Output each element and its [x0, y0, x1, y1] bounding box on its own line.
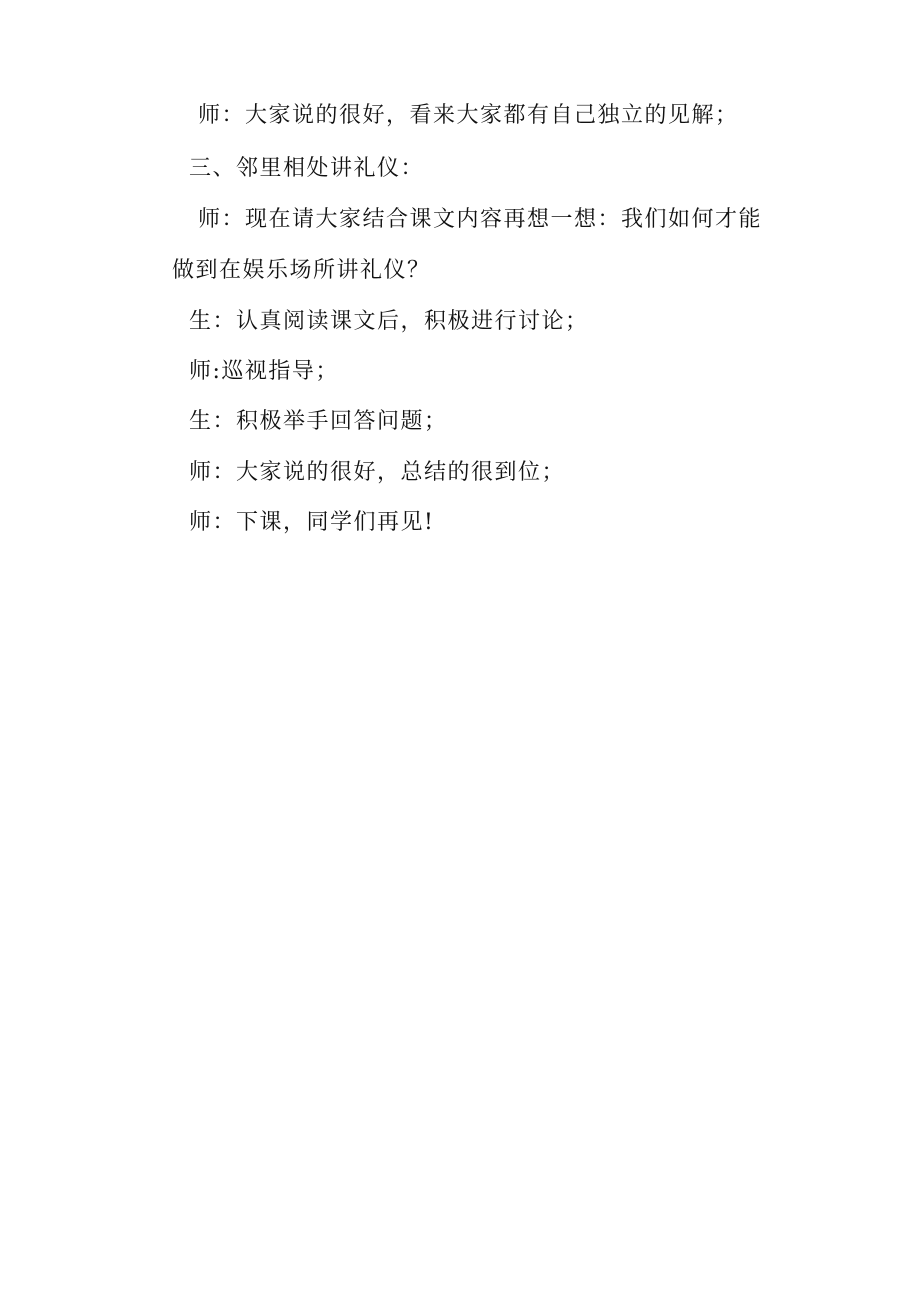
teacher-line-question: 师：现在请大家结合课文内容再想一想：我们如何才能 — [198, 207, 763, 232]
section-heading-neighbor-etiquette: 三、邻里相处讲礼仪： — [189, 156, 425, 181]
student-line-answer-questions: 生：积极举手回答问题； — [189, 409, 448, 434]
teacher-line-class-dismissed: 师：下课，同学们再见! — [189, 510, 435, 535]
student-line-discussion: 生：认真阅读课文后，积极进行讨论； — [189, 309, 589, 334]
teacher-line-good-views: 师：大家说的很好，看来大家都有自己独立的见解； — [198, 103, 739, 128]
teacher-line-patrol-guidance: 师:巡视指导； — [189, 359, 339, 384]
teacher-line-question-continued: 做到在娱乐场所讲礼仪？ — [172, 258, 431, 283]
teacher-line-good-summary: 师：大家说的很好，总结的很到位； — [189, 460, 566, 485]
